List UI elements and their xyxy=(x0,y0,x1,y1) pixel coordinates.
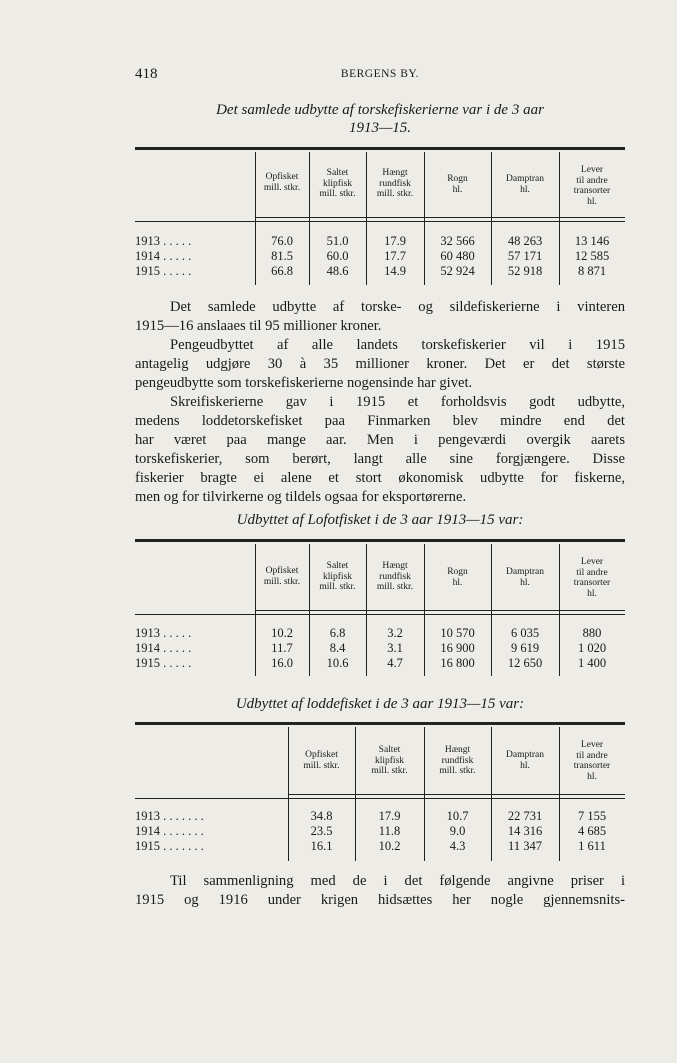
table-cell: 6.8 xyxy=(329,626,346,640)
table1-col-header: Opfisket mill. stkr. xyxy=(263,172,301,193)
paragraph-line: har været paa mange aar. Men i pengeværdi overgik aarets xyxy=(135,432,625,449)
table-cell: 60.0 xyxy=(326,249,349,263)
table-cell: 60 480 xyxy=(440,249,475,263)
table-cell: 23.5 xyxy=(310,824,333,838)
table-cell: 14.9 xyxy=(384,264,406,278)
table-cell: 4.7 xyxy=(387,656,403,670)
table-cell: 10.2 xyxy=(271,626,293,640)
table-cell: 6 035 xyxy=(510,626,540,640)
table3-caption: Udbyttet af loddefisket i de 3 aar 1913—15 var: xyxy=(235,696,525,712)
table-cell: 12 650 xyxy=(507,656,543,670)
table-cell: 52 924 xyxy=(440,264,475,278)
table3-col-header: Hængt rundfisk mill. stkr. xyxy=(439,745,476,776)
table-cell: 1 020 xyxy=(577,641,607,655)
table-cell: 16 800 xyxy=(440,656,475,670)
table1-col-header: Saltet klipfisk mill. stkr. xyxy=(319,168,356,199)
table-cell: 76.0 xyxy=(271,234,293,248)
paragraph-line: 1915 og 1916 under krigen hidsættes her nogle gjennemsnits- xyxy=(135,892,625,909)
table2-col-header: Hængt rundfisk mill. stkr. xyxy=(376,561,414,592)
table-cell: 66.8 xyxy=(271,264,293,278)
table-row-year: 1913 . . . . . xyxy=(135,234,192,248)
paragraph-line: antagelig udgjøre 30 à 35 millioner kroner. Det er det største xyxy=(135,356,625,373)
table-cell: 52 918 xyxy=(507,264,543,278)
table-cell: 10.7 xyxy=(446,809,469,823)
table-row-year: 1915 . . . . . . . xyxy=(135,839,204,853)
table-cell: 10.6 xyxy=(326,656,349,670)
table2-header-rule xyxy=(255,610,625,611)
table2-col-header: Saltet klipfisk mill. stkr. xyxy=(319,561,356,592)
table-cell: 9.0 xyxy=(449,824,466,838)
table1-col-header: Lever til andre transorter hl. xyxy=(573,165,611,207)
table-cell: 8 871 xyxy=(577,264,607,278)
table-cell: 13 146 xyxy=(574,234,610,248)
table-cell: 16.1 xyxy=(310,839,333,853)
paragraph-2 xyxy=(135,336,625,393)
table-cell: 1 611 xyxy=(578,839,606,853)
table-cell: 51.0 xyxy=(326,234,349,248)
table2-col-header: Rogn hl. xyxy=(447,567,468,588)
table2-top-rule xyxy=(135,539,625,542)
paragraph-line: pengeudbytte som torskefiskerierne nogensinde har givet. xyxy=(135,375,473,392)
table-cell: 4.3 xyxy=(449,839,466,853)
page-number: 418 xyxy=(135,66,158,82)
table-cell: 17.7 xyxy=(384,249,406,263)
table1-top-rule xyxy=(135,147,625,150)
table1-header-rule-2 xyxy=(135,221,625,222)
paragraph-line: Det samlede udbytte af torske- og sildefiskerierne i vinteren xyxy=(170,299,625,315)
table1-col-header: Rogn hl. xyxy=(447,174,468,195)
paragraph-line: medens loddetorskefisket paa Finmarken blev mindre end det xyxy=(135,413,625,430)
paragraph-1 xyxy=(135,298,625,336)
table2-caption: Udbyttet af Lofotfisket i de 3 aar 1913—15 var: xyxy=(236,512,524,528)
table1-header-rule xyxy=(255,217,625,218)
closing-paragraph xyxy=(135,872,625,910)
paragraph-line: Skreifiskerierne gav i 1915 et forholdsvis godt udbytte, xyxy=(170,394,625,410)
paragraph-line: 1915—16 anslaaes til 95 millioner kroner. xyxy=(135,318,382,335)
table-cell: 32 566 xyxy=(440,234,475,248)
table2-header-rule-2 xyxy=(135,614,625,615)
table-row-year: 1913 . . . . . . . xyxy=(135,809,204,823)
table-cell: 16 900 xyxy=(440,641,475,655)
table-row-year: 1914 . . . . . xyxy=(135,641,192,655)
table-cell: 11.7 xyxy=(271,641,293,655)
table-cell: 14 316 xyxy=(507,824,543,838)
table2-col-header: Lever til andre transorter hl. xyxy=(573,557,611,599)
table1-col-header: Damptran hl. xyxy=(506,174,544,195)
table-cell: 9 619 xyxy=(510,641,540,655)
table1-caption-line1: Det samlede udbytte af torskefiskerierne var i de 3 aar xyxy=(216,102,544,118)
table-cell: 17.9 xyxy=(378,809,401,823)
table-cell: 3.1 xyxy=(387,641,403,655)
paragraph-line: men og for tilvirkerne og tildels ogsaa for eksportørerne. xyxy=(135,489,467,506)
table-cell: 81.5 xyxy=(271,249,293,263)
table-cell: 3.2 xyxy=(387,626,403,640)
table-cell: 16.0 xyxy=(271,656,293,670)
table-cell: 11.8 xyxy=(378,824,401,838)
paragraph-3 xyxy=(135,393,625,508)
table-cell: 48.6 xyxy=(326,264,349,278)
table-cell: 880 xyxy=(582,626,602,640)
table-cell: 11 347 xyxy=(508,839,542,853)
table-row-year: 1914 . . . . . . . xyxy=(135,824,204,838)
table-row-year: 1915 . . . . . xyxy=(135,656,192,670)
table-cell: 7 155 xyxy=(577,809,607,823)
table3-header-rule-2 xyxy=(135,798,625,799)
table-cell: 48 263 xyxy=(507,234,543,248)
table3-col-header: Damptran hl. xyxy=(506,750,544,771)
table-cell: 22 731 xyxy=(507,809,543,823)
table-cell: 34.8 xyxy=(310,809,333,823)
table-cell: 8.4 xyxy=(329,641,346,655)
table2-col-header: Damptran hl. xyxy=(506,567,544,588)
table3-col-header: Lever til andre transorter hl. xyxy=(573,740,611,782)
table-row-year: 1915 . . . . . xyxy=(135,264,192,278)
table3-col-header: Saltet klipfisk mill. stkr. xyxy=(371,745,408,776)
table3-top-rule xyxy=(135,722,625,725)
table-cell: 10.2 xyxy=(378,839,401,853)
page-header xyxy=(135,66,625,86)
table3-col-header: Opfisket mill. stkr. xyxy=(303,750,340,771)
table-row-year: 1914 . . . . . xyxy=(135,249,192,263)
table-cell: 4 685 xyxy=(577,824,607,838)
table1-col-header: Hængt rundfisk mill. stkr. xyxy=(376,168,414,199)
paragraph-line: Til sammenligning med de i det følgende angivne priser i xyxy=(170,873,625,889)
paragraph-line: fiskerier bragte ei alene et stort økonomisk udbytte for fiskerne, xyxy=(135,470,625,487)
paragraph-line: torskefiskerier, som berørt, langt alle sine forgjængere. Disse xyxy=(135,451,625,468)
table3-header-rule xyxy=(288,794,625,795)
table-cell: 1 400 xyxy=(577,656,607,670)
table-cell: 12 585 xyxy=(574,249,610,263)
table-cell: 17.9 xyxy=(384,234,406,248)
running-title: BERGENS BY. xyxy=(340,68,420,80)
table1-caption-line2: 1913—15. xyxy=(348,120,412,136)
table2-col-header: Opfisket mill. stkr. xyxy=(263,566,301,587)
table-cell: 57 171 xyxy=(507,249,543,263)
table-row-year: 1913 . . . . . xyxy=(135,626,192,640)
table-cell: 10 570 xyxy=(440,626,475,640)
paragraph-line: Pengeudbyttet af alle landets torskefiskerier vil i 1915 xyxy=(170,337,625,353)
